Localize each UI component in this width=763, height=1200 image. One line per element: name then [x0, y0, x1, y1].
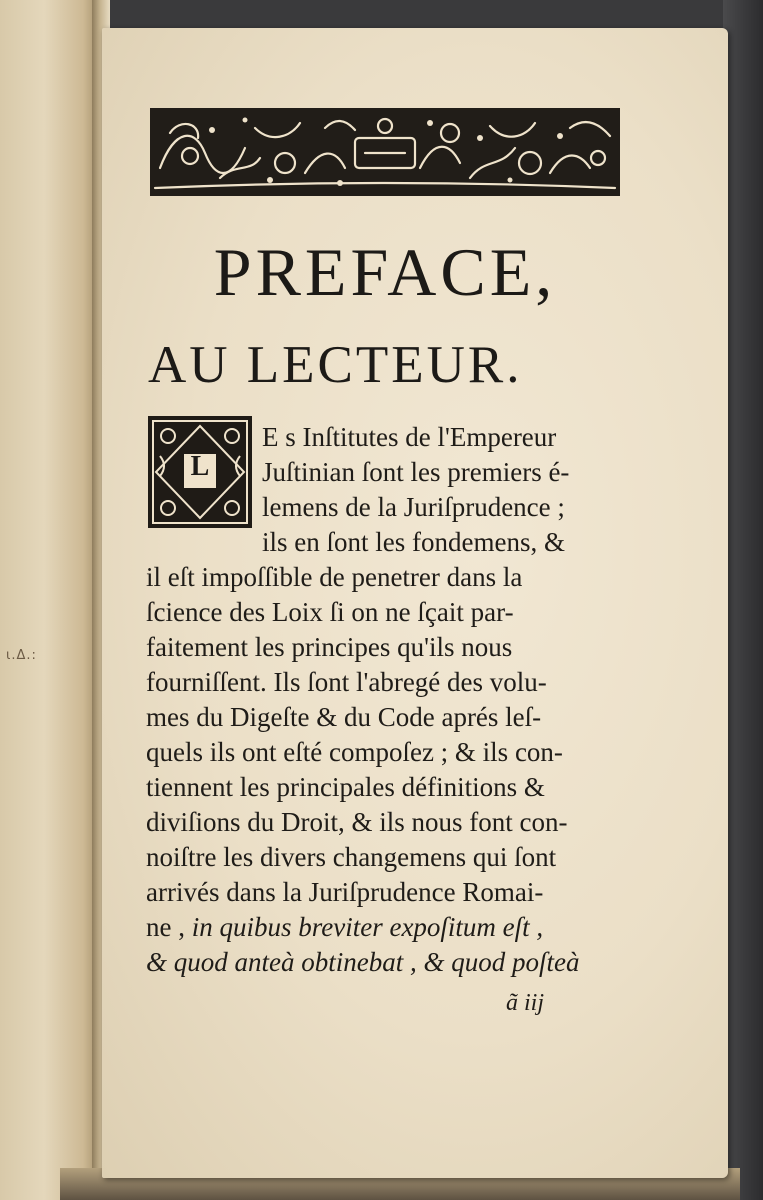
text-line: lemens de la Juriſprudence ;	[262, 492, 565, 522]
text-line: faitement les principes qu'ils nous	[146, 632, 513, 662]
text-line-mixed	[146, 910, 543, 944]
catchword: ã iij	[506, 990, 545, 1016]
text-line: quels ils ont eſté compoſez ; & ils con-	[146, 737, 563, 767]
text-line: fourniſſent. Ils ſont l'abregé des volu-	[146, 667, 547, 697]
text-line: diviſions du Droit, & ils nous font con-	[146, 807, 568, 837]
text-roman: ne ,	[146, 912, 185, 942]
page-subtitle: AU LECTEUR.	[148, 336, 523, 394]
ornamental-headpiece-icon	[150, 108, 620, 196]
text-line: mes du Digeſte & du Code aprés leſ-	[146, 702, 542, 732]
text-line: tiennent les principales définitions &	[146, 772, 545, 802]
text-line: arrivés dans la Juriſprudence Romai-	[146, 877, 544, 907]
left-page	[0, 0, 98, 1200]
margin-mark: ι.Δ.:	[6, 648, 37, 663]
background-right	[723, 0, 763, 1200]
text-line: ſcience des Loix ſi on ne ſçait par-	[146, 597, 514, 627]
page-title: PREFACE,	[213, 234, 557, 310]
text-line-italic: & quod anteà obtinebat , & quod poſteà	[146, 947, 580, 977]
text-line: il eſt impoſſible de penetrer dans la	[146, 562, 523, 592]
text-line: E s Inſtitutes de l'Empereur	[262, 422, 557, 452]
text-line: ils en ſont les fondemens, &	[262, 527, 565, 557]
text-line: noiſtre les divers changemens qui ſont	[146, 842, 557, 872]
initial-letter: L	[190, 451, 210, 482]
text-italic: in quibus breviter expoſitum eſt ,	[184, 912, 544, 942]
text-line: Juſtinian ſont les premiers é-	[262, 457, 570, 487]
